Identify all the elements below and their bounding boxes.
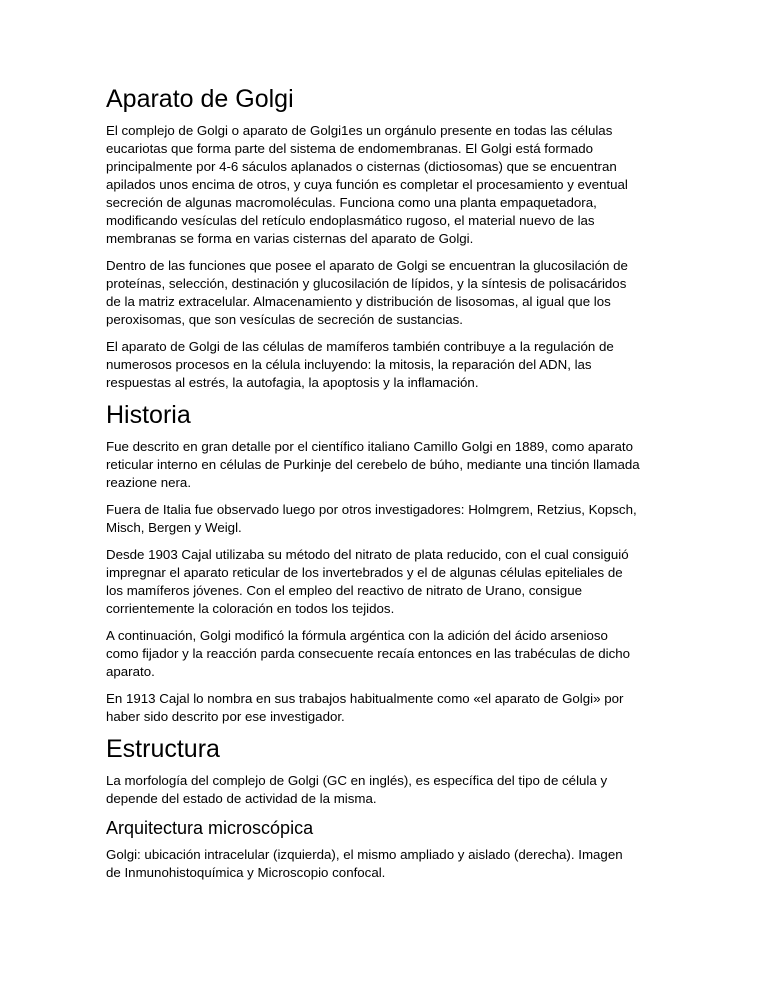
text-line: eucariotas que forma parte del sistema de endomembranas. El Golgi está formado bbox=[106, 141, 594, 156]
text-line: reazione nera. bbox=[106, 475, 192, 490]
text-line: como fijador y la reacción parda consecuente recaía entonces en las trabéculas de dicho bbox=[106, 646, 631, 661]
text-line: los mamíferos jóvenes. Con el empleo del reactivo de nitrato de Urano, consigue bbox=[106, 583, 582, 598]
paragraph bbox=[106, 257, 666, 329]
text-line: de Inmunohistoquímica y Microscopio confocal. bbox=[106, 865, 386, 880]
text-line: reticular interno en células de Purkinje del cerebelo de búho, mediante una tinción llamada bbox=[106, 457, 640, 472]
paragraph bbox=[106, 546, 666, 618]
text-line: aparato. bbox=[106, 664, 155, 679]
paragraph bbox=[106, 772, 666, 808]
text-line: secreción de algunas macromoléculas. Funciona como una planta empaquetadora, bbox=[106, 195, 597, 210]
text-line: proteínas, selección, destinación y glucosilación de lípidos, y la síntesis de polisacáridos bbox=[106, 276, 627, 291]
text-line: La morfología del complejo de Golgi (GC en inglés), es específica del tipo de célula y bbox=[106, 773, 608, 788]
text-line: haber sido descrito por ese investigador. bbox=[106, 709, 345, 724]
text-line: de la matriz extracelular. Almacenamiento y distribución de lisosomas, al igual que los bbox=[106, 294, 611, 309]
paragraph bbox=[106, 501, 666, 537]
section-title-aparato-de-golgi: Aparato de Golgi bbox=[106, 85, 294, 113]
section-title-estructura: Estructura bbox=[106, 735, 220, 763]
text-line: numerosos procesos en la célula incluyendo: la mitosis, la reparación del ADN, las bbox=[106, 357, 592, 372]
text-line: El aparato de Golgi de las células de mamíferos también contribuye a la regulación de bbox=[106, 339, 614, 354]
text-line: membranas se forma en varias cisternas del aparato de Golgi. bbox=[106, 231, 474, 246]
text-line: corrientemente la coloración en todos los tejidos. bbox=[106, 601, 395, 616]
text-line: El complejo de Golgi o aparato de Golgi1es un orgánulo presente en todas las células bbox=[106, 123, 613, 138]
text-line: modificando vesículas del retículo endoplasmático rugoso, el material nuevo de las bbox=[106, 213, 595, 228]
document-page bbox=[106, 84, 666, 891]
paragraph bbox=[106, 627, 666, 681]
text-line: depende del estado de actividad de la misma. bbox=[106, 791, 377, 806]
paragraph bbox=[106, 438, 666, 492]
paragraph bbox=[106, 338, 666, 392]
paragraph bbox=[106, 122, 666, 248]
text-line: Fuera de Italia fue observado luego por otros investigadores: Holmgrem, Retzius, Kopsch, bbox=[106, 502, 637, 517]
text-line: Golgi: ubicación intracelular (izquierda), el mismo ampliado y aislado (derecha). Imagen bbox=[106, 847, 623, 862]
text-line: respuestas al estrés, la autofagia, la apoptosis y la inflamación. bbox=[106, 375, 479, 390]
text-line: Misch, Bergen y Weigl. bbox=[106, 520, 242, 535]
text-line: Dentro de las funciones que posee el aparato de Golgi se encuentran la glucosilación de bbox=[106, 258, 628, 273]
paragraph bbox=[106, 690, 666, 726]
text-line: impregnar el aparato reticular de los invertebrados y el de algunas células epiteliales de bbox=[106, 565, 623, 580]
text-line: Fue descrito en gran detalle por el científico italiano Camillo Golgi en 1889, como aparato bbox=[106, 439, 634, 454]
text-line: apilados unos encima de otros, y cuya función es completar el procesamiento y eventual bbox=[106, 177, 628, 192]
text-line: En 1913 Cajal lo nombra en sus trabajos habitualmente como «el aparato de Golgi» por bbox=[106, 691, 624, 706]
section-title-historia: Historia bbox=[106, 401, 191, 429]
text-line: principalmente por 4-6 sáculos aplanados o cisternas (dictiosomas) que se encuentran bbox=[106, 159, 617, 174]
paragraph bbox=[106, 846, 666, 882]
subsection-title-arquitectura-microscopica: Arquitectura microscópica bbox=[106, 818, 314, 838]
text-line: A continuación, Golgi modificó la fórmula argéntica con la adición del ácido arsenioso bbox=[106, 628, 608, 643]
text-line: Desde 1903 Cajal utilizaba su método del nitrato de plata reducido, con el cual consiguió bbox=[106, 547, 629, 562]
text-line: peroxisomas, que son vesículas de secreción de sustancias. bbox=[106, 312, 463, 327]
